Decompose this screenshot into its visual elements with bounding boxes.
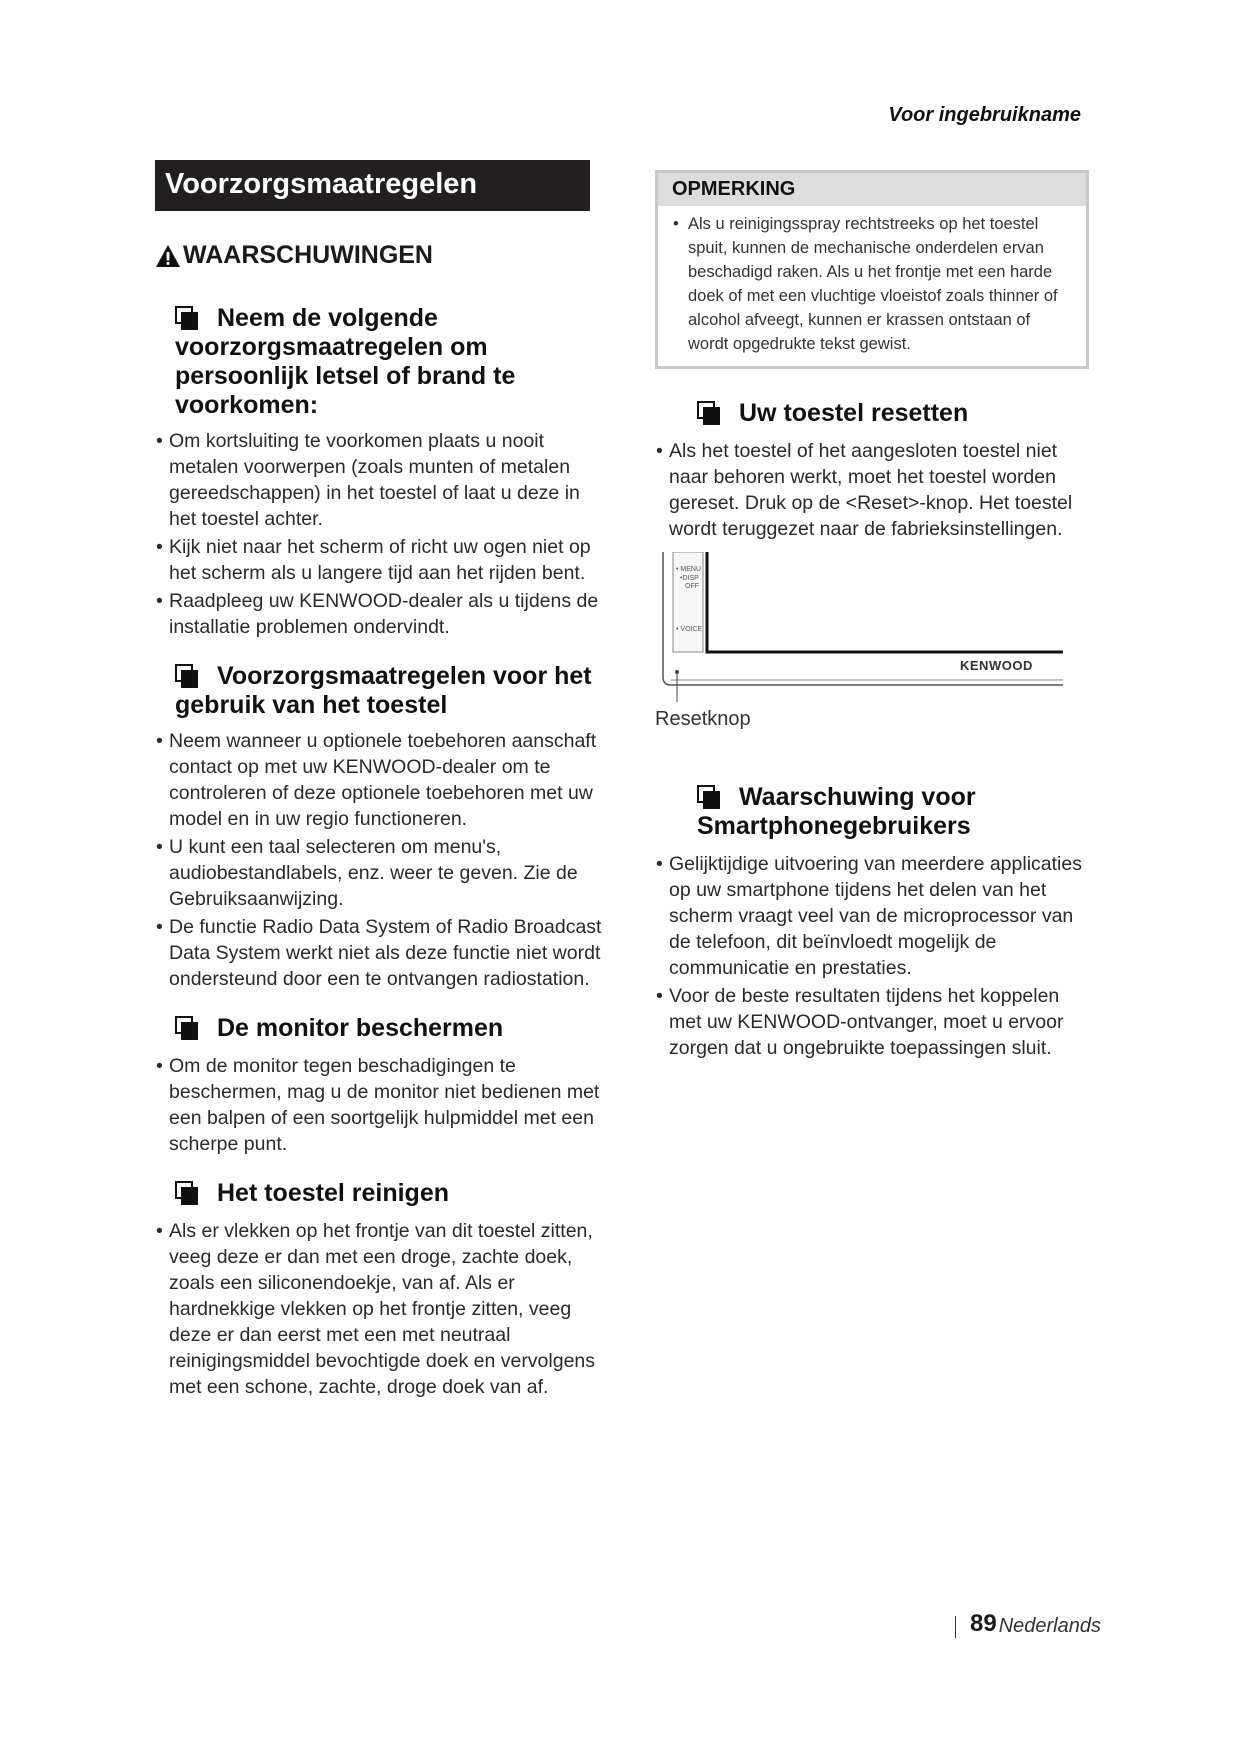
section-heading-reset: [697, 399, 1095, 428]
section-list-usage: [155, 728, 605, 992]
section-heading-text: De monitor beschermen: [217, 1014, 504, 1042]
warning-title: [155, 241, 605, 270]
page-title: Voorzorgsmaatregelen: [155, 160, 590, 211]
section-list-injury: [155, 428, 605, 640]
page-footer: [955, 1610, 1101, 1638]
list-item: • Als er vlekken op het frontje van dit toestel zitten, veeg deze er dan met een droge, zachte doek, zoals een siliconendoekje, van af. Als er hardnekkige vlekken op het frontje zitten, veeg deze er dan eerst met een met neutraal reinigingsmiddel bevochtigde doek en vervolgens met een schone, zachte, droge doek van af.: [155, 1218, 605, 1400]
page-number: 89: [970, 1610, 997, 1637]
kenwood-logo: KENWOOD: [960, 658, 1033, 673]
diagram-label-menu: • MENU: [676, 566, 702, 573]
section-list-smartphone: [655, 851, 1095, 1061]
section-box-icon: [175, 1181, 197, 1203]
list-item: • Om de monitor tegen beschadigingen te beschermen, mag u de monitor niet bedienen met een balpen of een soortgelijk hulpmiddel met een scherpe punt.: [155, 1053, 605, 1157]
section-list-cleaning: [155, 1218, 605, 1400]
section-heading-text: Uw toestel resetten: [739, 399, 969, 427]
section-heading-smartphone: [697, 783, 1095, 841]
section-heading-text: Het toestel reinigen: [217, 1179, 449, 1207]
section-list-reset: [655, 438, 1095, 542]
device-illustration: [655, 552, 1075, 702]
note-heading: OPMERKING: [658, 173, 1086, 206]
note-list: [672, 212, 1068, 356]
note-box: [655, 170, 1089, 369]
section-heading-text: Voorzorgsmaatregelen voor het gebruik van het toestel: [175, 662, 592, 719]
list-item: • Om kortsluiting te voorkomen plaats u nooit metalen voorwerpen (zoals munten of metalen gereedschappen) in het toestel of laat u deze in het toestel achter.: [155, 428, 605, 532]
left-column: [155, 160, 605, 1402]
section-heading-monitor: [175, 1014, 605, 1043]
warning-triangle-icon: [155, 244, 181, 268]
section-heading-usage: [175, 662, 605, 720]
list-item: • Als het toestel of het aangesloten toestel niet naar behoren werkt, moet het toestel worden gereset. Druk op de <Reset>-knop. Het toestel wordt teruggezet naar de fabrieksinstellingen.: [655, 438, 1095, 542]
section-box-icon: [697, 785, 719, 807]
footer-language: Nederlands: [998, 1615, 1101, 1637]
list-item: • Gelijktijdige uitvoering van meerdere applicaties op uw smartphone tijdens het delen van het scherm vraagt veel van de microprocessor van de telefoon, dit beïnvloedt mogelijk de communicatie en prestaties.: [655, 851, 1095, 981]
section-box-icon: [697, 401, 719, 423]
list-item: • Als u reinigingsspray rechtstreeks op het toestel spuit, kunnen de mechanische onderdelen ervan beschadigd raken. Als u het frontje met een harde doek of met een vluchtige vloeistof zoals thinner of alcohol afveegt, kunnen er krassen ontstaan of wordt opgedrukte tekst gewist.: [672, 212, 1068, 356]
diagram-label-voice: • VOICE: [676, 626, 703, 633]
section-heading-text: Neem de volgende voorzorgsmaatregelen om persoonlijk letsel of brand te voorkomen:: [175, 304, 516, 419]
reset-diagram: [655, 552, 1075, 702]
list-item: • Neem wanneer u optionele toebehoren aanschaft contact op met uw KENWOOD-dealer om te controleren of deze optionele toebehoren met uw model en in uw regio functioneren.: [155, 728, 605, 832]
running-header: Voor ingebruikname: [888, 104, 1081, 126]
list-item: • U kunt een taal selecteren om menu's, audiobestandlabels, enz. weer te geven. Zie de Gebruiksaanwijzing.: [155, 834, 605, 912]
section-heading-injury: [175, 304, 605, 420]
section-box-icon: [175, 664, 197, 686]
list-item: • Voor de beste resultaten tijdens het koppelen met uw KENWOOD-ontvanger, moet u ervoor zorgen dat u ongebruikte toepassingen sluit.: [655, 983, 1095, 1061]
list-item: • Kijk niet naar het scherm of richt uw ogen niet op het scherm als u langere tijd aan het rijden bent.: [155, 534, 605, 586]
section-heading-cleaning: [175, 1179, 605, 1208]
section-list-monitor: [155, 1053, 605, 1157]
right-column: [655, 170, 1095, 1063]
diagram-label-off: OFF: [685, 583, 699, 590]
section-box-icon: [175, 1016, 197, 1038]
section-box-icon: [175, 306, 197, 328]
list-item: • Raadpleeg uw KENWOOD-dealer als u tijdens de installatie problemen ondervindt.: [155, 588, 605, 640]
diagram-caption: Resetknop: [655, 708, 751, 730]
footer-divider: [955, 1616, 956, 1638]
warning-title-text: WAARSCHUWINGEN: [183, 241, 433, 269]
list-item: • De functie Radio Data System of Radio Broadcast Data System werkt niet als deze functie niet wordt ondersteund door een te ontvangen radiostation.: [155, 914, 605, 992]
section-heading-text: Waarschuwing voor Smartphonegebruikers: [697, 783, 976, 840]
diagram-label-disp: •DISP: [680, 575, 699, 582]
